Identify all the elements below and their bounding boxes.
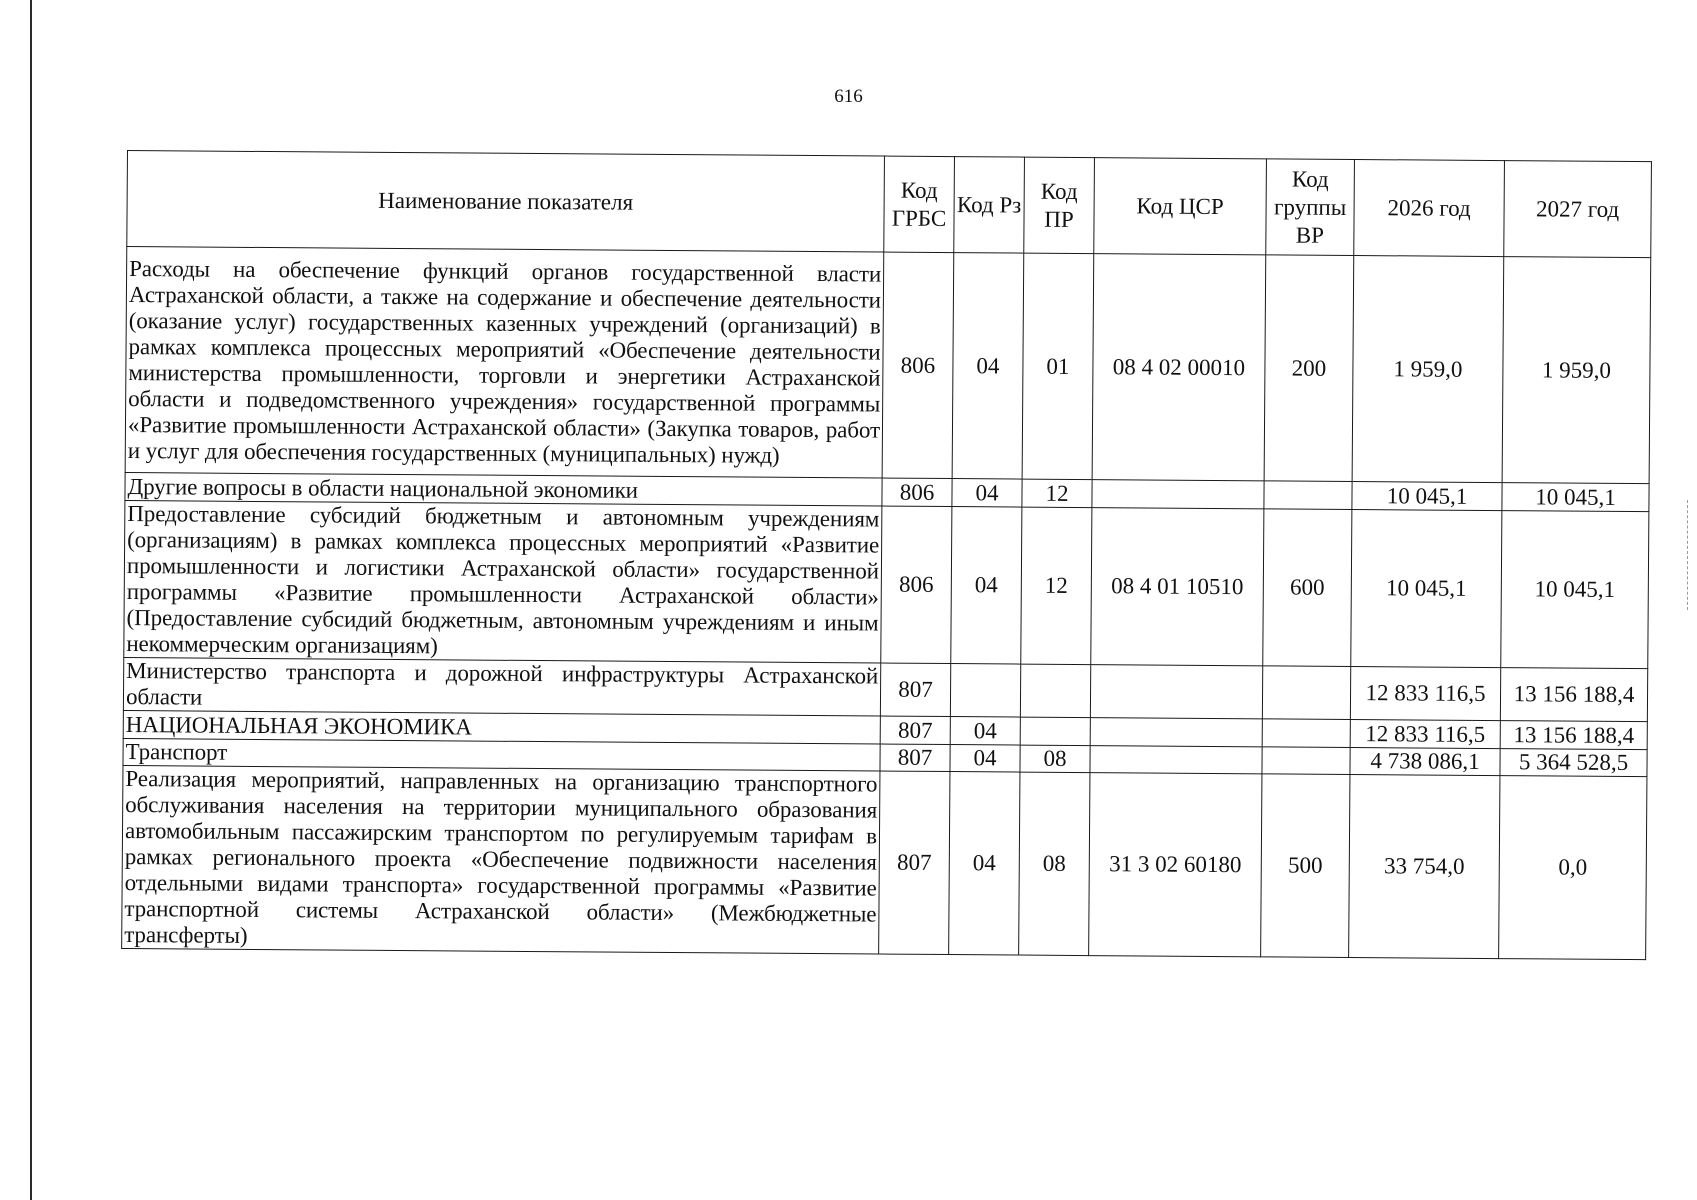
cell-grbs: 807 — [880, 716, 950, 745]
scan-edge-marks — [1687, 500, 1689, 610]
cell-grbs: 806 — [881, 506, 952, 664]
cell-2026: 12 833 116,5 — [1350, 719, 1500, 748]
cell-rz: 04 — [952, 479, 1022, 508]
cell-grbs: 807 — [879, 771, 950, 955]
cell-grbs: 807 — [880, 744, 950, 772]
cell-vr: 200 — [1264, 255, 1354, 482]
cell-name: Другие вопросы в области национальной экономики — [125, 472, 882, 506]
cell-2027: 0,0 — [1499, 776, 1647, 960]
cell-2026: 10 045,1 — [1352, 481, 1502, 510]
cell-rz: 04 — [949, 772, 1020, 956]
cell-vr: 600 — [1263, 509, 1352, 667]
cell-2027: 1 959,0 — [1502, 257, 1651, 484]
cell-2026: 10 045,1 — [1351, 509, 1502, 667]
cell-name: Расходы на обеспечение функций органов государственной власти Астраханской области, а также на содержание и обеспечение деятельности (оказание услуг) государственных казенных учреждений (организаций) в рамках комплекса процессных мероприятий «Обеспечение деятельности министерства промышленности, торговли и энергетики Астраханской области и подведомственного учреждения» государственной программы «Развитие промышленности Астраханской области» (Закупка товаров, работ и услуг для обеспечения государственных (муниципальных) нужд) — [125, 247, 884, 479]
page-number: 616 — [834, 86, 863, 107]
cell-grbs: 807 — [880, 663, 950, 717]
cell-name: Реализация мероприятий, направленных на организацию транспортного обслуживания населения на территории муниципального образования автомобильным пассажирским транспортом по регулируемым тарифам в рамках регионального проекта «Обеспечение подвижности населения отдельными видами транспорта» государственной программы «Развитие транспортной системы Астраханской области» (Межбюджетные трансферты) — [122, 765, 880, 954]
budget-table — [121, 150, 1652, 960]
header-vr: Код группы ВР — [1266, 159, 1355, 256]
header-2027: 2027 год — [1504, 161, 1652, 258]
cell-rz: 04 — [952, 253, 1024, 480]
cell-csr — [1090, 718, 1262, 747]
budget-table-container — [121, 150, 1651, 960]
cell-2026: 1 959,0 — [1352, 255, 1504, 482]
cell-name: Министерство транспорта и дорожной инфраструктуры Астраханской области — [123, 657, 880, 716]
cell-pr: 12 — [1022, 479, 1092, 508]
cell-pr: 08 — [1019, 772, 1090, 956]
header-pr: Код ПР — [1024, 157, 1095, 254]
cell-name: НАЦИОНАЛЬНАЯ ЭКОНОМИКА — [123, 710, 880, 744]
table-row — [125, 247, 1651, 484]
cell-2027: 13 156 188,4 — [1500, 668, 1647, 722]
cell-pr: 01 — [1022, 253, 1094, 480]
header-name: Наименование показателя — [127, 151, 885, 253]
cell-grbs: 806 — [882, 478, 952, 507]
table-row — [122, 765, 1647, 959]
cell-2026: 4 738 086,1 — [1350, 747, 1500, 775]
table-header-row — [127, 151, 1652, 258]
cell-csr: 08 4 01 10510 — [1091, 508, 1264, 666]
cell-2027: 13 156 188,4 — [1500, 721, 1647, 750]
cell-rz — [950, 664, 1020, 718]
cell-csr — [1090, 746, 1262, 774]
binding-edge-line — [30, 0, 32, 1200]
cell-2027: 10 045,1 — [1501, 511, 1649, 669]
cell-csr — [1090, 665, 1262, 719]
cell-2026: 33 754,0 — [1349, 774, 1500, 958]
cell-pr: 08 — [1020, 745, 1090, 773]
cell-pr: 12 — [1021, 507, 1092, 665]
cell-rz: 04 — [951, 507, 1022, 665]
cell-rz: 04 — [950, 717, 1020, 746]
cell-rz: 04 — [950, 745, 1020, 773]
cell-vr: 500 — [1261, 774, 1350, 958]
cell-vr — [1262, 747, 1350, 775]
header-2026: 2026 год — [1354, 159, 1505, 256]
cell-pr — [1020, 664, 1090, 718]
cell-2027: 10 045,1 — [1502, 483, 1649, 512]
cell-name: Предоставление субсидий бюджетным и автономным учреждениям (организациям) в рамках комплекса процессных мероприятий «Развитие промышленности и логистики Астраханской области» государственной программы «Развитие промышленности Астраханской области» (Предоставление субсидий бюджетным, автономным учреждениям и иным некоммерческим организациям) — [124, 500, 882, 663]
cell-csr — [1092, 480, 1264, 509]
table-row — [124, 500, 1649, 668]
header-csr: Код ЦСР — [1094, 158, 1267, 255]
cell-grbs: 806 — [882, 252, 954, 479]
cell-pr — [1020, 717, 1090, 746]
cell-vr — [1262, 666, 1350, 720]
cell-2027: 5 364 528,5 — [1500, 749, 1647, 777]
cell-name: Транспорт — [123, 738, 880, 771]
cell-vr — [1262, 719, 1350, 748]
cell-csr: 08 4 02 00010 — [1092, 254, 1266, 481]
cell-vr — [1264, 481, 1352, 510]
cell-csr: 31 3 02 60180 — [1089, 773, 1262, 957]
header-rz: Код Рз — [954, 157, 1025, 254]
header-grbs: Код ГРБС — [884, 156, 955, 253]
cell-2026: 12 833 116,5 — [1350, 666, 1500, 720]
